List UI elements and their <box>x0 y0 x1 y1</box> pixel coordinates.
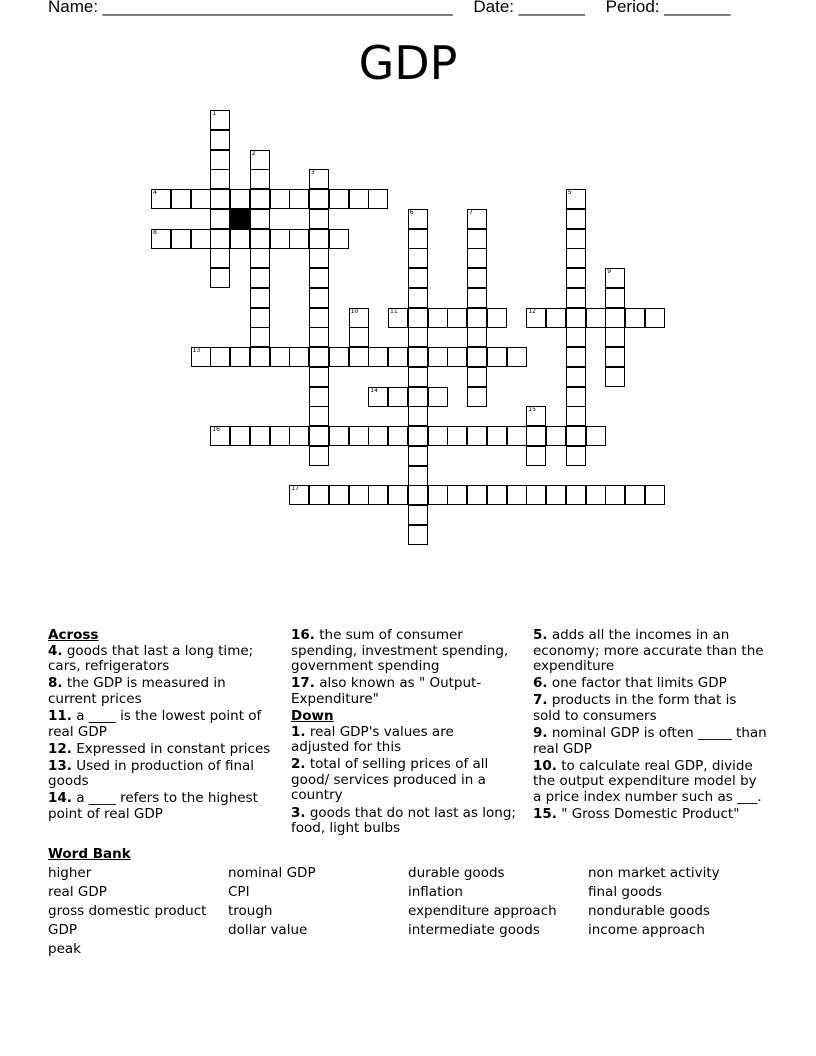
grid-cell[interactable] <box>289 229 309 249</box>
grid-cell[interactable] <box>467 485 487 505</box>
grid-cell[interactable] <box>309 268 329 288</box>
word-bank-item: final goods <box>588 884 663 900</box>
grid-cell[interactable] <box>230 229 250 249</box>
grid-cell[interactable] <box>408 288 428 308</box>
grid-cell[interactable] <box>250 229 270 249</box>
word-bank-item: expenditure approach <box>408 903 557 919</box>
grid-cell[interactable] <box>329 347 349 367</box>
clue-number-label: 12. <box>48 740 72 757</box>
grid-cell[interactable] <box>309 189 329 209</box>
grid-cell[interactable] <box>388 308 408 328</box>
word-bank-column <box>228 864 316 940</box>
grid-cell[interactable] <box>625 308 645 328</box>
grid-cell[interactable] <box>309 485 329 505</box>
clue-text: " Gross Domestic Product" <box>556 806 740 823</box>
grid-cell[interactable] <box>526 446 546 466</box>
grid-cell[interactable] <box>605 327 625 347</box>
clue-text: nominal GDP is often _____ than real GDP <box>533 725 767 757</box>
grid-cell[interactable] <box>191 347 211 367</box>
grid-cell[interactable] <box>250 288 270 308</box>
clue-number: 1 <box>212 110 217 117</box>
grid-cell[interactable] <box>546 485 566 505</box>
grid-cell[interactable] <box>250 327 270 347</box>
grid-cell[interactable] <box>349 189 369 209</box>
clue-number-label: 15. <box>533 806 557 823</box>
grid-cell[interactable] <box>566 406 586 426</box>
clue-item <box>48 644 278 675</box>
clue-text: goods that do not last as long; food, light bulbs <box>291 804 516 837</box>
clue-item <box>533 759 768 806</box>
grid-cell[interactable] <box>428 308 448 328</box>
grid-cell[interactable] <box>605 308 625 328</box>
clue-text: a ____ is the lowest point of real GDP <box>48 707 262 740</box>
grid-cell[interactable] <box>408 229 428 249</box>
word-bank-item: nominal GDP <box>228 865 316 881</box>
clue-item <box>48 676 278 707</box>
grid-cell[interactable] <box>428 426 448 446</box>
clue-number-label: 14. <box>48 790 72 807</box>
word-bank-item: non market activity <box>588 865 720 881</box>
grid-cell[interactable] <box>408 525 428 545</box>
grid-cell[interactable] <box>408 387 428 407</box>
clue-number: 11 <box>390 307 398 315</box>
grid-cell[interactable] <box>467 229 487 249</box>
word-bank-column <box>588 864 720 940</box>
grid-cell[interactable] <box>408 209 428 229</box>
grid-cell[interactable] <box>388 485 408 505</box>
grid-cell[interactable] <box>408 446 428 466</box>
grid-cell[interactable] <box>210 150 230 170</box>
grid-cell[interactable] <box>250 426 270 446</box>
grid-cell[interactable] <box>210 248 230 268</box>
grid-cell[interactable] <box>250 150 270 170</box>
grid-cell[interactable] <box>467 288 487 308</box>
clues-column-2 <box>291 628 516 838</box>
grid-cell[interactable] <box>566 347 586 367</box>
grid-cell[interactable] <box>605 288 625 308</box>
grid-cell[interactable] <box>526 406 546 426</box>
grid-cell[interactable] <box>270 229 290 249</box>
grid-cell[interactable] <box>605 268 625 288</box>
grid-cell[interactable] <box>586 308 606 328</box>
clue-item <box>533 693 768 724</box>
clue-number: 14 <box>370 386 378 394</box>
grid-cell[interactable] <box>467 426 487 446</box>
grid-cell[interactable] <box>487 485 507 505</box>
clue-number-label: 10. <box>533 757 557 774</box>
grid-cell[interactable] <box>408 248 428 268</box>
grid-cell[interactable] <box>408 505 428 525</box>
grid-cell[interactable] <box>566 367 586 387</box>
grid-cell[interactable] <box>566 387 586 407</box>
grid-cell[interactable] <box>467 347 487 367</box>
word-bank-item: trough <box>228 903 273 919</box>
grid-cell[interactable] <box>447 426 467 446</box>
clue-item <box>533 676 768 692</box>
grid-cell[interactable] <box>408 406 428 426</box>
clue-item <box>48 709 278 740</box>
grid-cell[interactable] <box>309 209 329 229</box>
clue-number: 2 <box>251 149 256 157</box>
grid-cell[interactable] <box>566 209 586 229</box>
grid-cell[interactable] <box>289 485 309 505</box>
word-bank-item: income approach <box>588 922 705 938</box>
grid-cell[interactable] <box>566 248 586 268</box>
grid-cell[interactable] <box>507 485 527 505</box>
clue-number: 16 <box>212 426 220 433</box>
clue-number: 6 <box>409 208 414 216</box>
clue-number-label: 2. <box>291 756 306 773</box>
grid-cell[interactable] <box>309 406 329 426</box>
clue-text: products in the form that is sold to consumers <box>533 692 737 724</box>
clues-column-3 <box>533 628 768 824</box>
grid-cell[interactable] <box>566 308 586 328</box>
grid-cell[interactable] <box>309 229 329 249</box>
grid-cell[interactable] <box>309 426 329 446</box>
grid-cell[interactable] <box>428 485 448 505</box>
grid-cell[interactable] <box>329 426 349 446</box>
word-bank-item: gross domestic product <box>48 903 207 919</box>
grid-cell[interactable] <box>210 130 230 150</box>
grid-cell[interactable] <box>605 367 625 387</box>
clue-text: one factor that limits GDP <box>547 675 727 692</box>
clue-item <box>291 628 516 675</box>
grid-cell[interactable] <box>566 288 586 308</box>
grid-cell[interactable] <box>586 485 606 505</box>
period-field[interactable]: Period: _______ <box>605 0 731 16</box>
grid-cell[interactable] <box>625 485 645 505</box>
grid-cell[interactable] <box>270 426 290 446</box>
clue-item <box>291 725 516 756</box>
grid-cell[interactable] <box>309 446 329 466</box>
grid-cell[interactable] <box>368 387 388 407</box>
grid-cell[interactable] <box>250 268 270 288</box>
clue-text: a ____ refers to the highest point of real GDP <box>48 790 258 823</box>
grid-cell[interactable] <box>605 485 625 505</box>
grid-cell[interactable] <box>329 189 349 209</box>
grid-cell[interactable] <box>507 426 527 446</box>
grid-cell[interactable] <box>586 426 606 446</box>
word-bank-item: GDP <box>48 922 77 938</box>
clue-number-label: 8. <box>48 675 63 692</box>
word-bank-item: dollar value <box>228 922 308 938</box>
grid-cell[interactable] <box>526 485 546 505</box>
name-field[interactable]: Name: _____________________________________ <box>48 0 453 16</box>
grid-cell[interactable] <box>349 426 369 446</box>
grid-cell[interactable] <box>309 248 329 268</box>
clue-number-label: 5. <box>533 627 548 643</box>
word-bank-item: durable goods <box>408 865 505 881</box>
word-bank-column <box>408 864 557 940</box>
clue-text: Used in production of final goods <box>48 757 255 790</box>
grid-cell[interactable] <box>566 229 586 249</box>
clue-number-label: 4. <box>48 642 63 659</box>
grid-cell[interactable] <box>289 347 309 367</box>
grid-cell[interactable] <box>388 347 408 367</box>
grid-cell[interactable] <box>250 248 270 268</box>
word-bank-item: higher <box>48 865 92 881</box>
clue-item <box>48 742 278 758</box>
word-bank-item: CPI <box>228 884 250 900</box>
grid-cell[interactable] <box>546 308 566 328</box>
grid-cell[interactable] <box>447 347 467 367</box>
grid-cell[interactable] <box>349 485 369 505</box>
clue-number-label: 1. <box>291 723 306 740</box>
grid-cell[interactable] <box>368 485 388 505</box>
word-bank-item: nondurable goods <box>588 903 710 919</box>
grid-cell[interactable] <box>447 485 467 505</box>
grid-cell[interactable] <box>408 367 428 387</box>
grid-cell[interactable] <box>467 209 487 229</box>
grid-cell[interactable] <box>309 327 329 347</box>
grid-cell[interactable] <box>447 308 467 328</box>
clue-number: 15 <box>528 406 536 414</box>
word-bank-item: intermediate goods <box>408 922 540 938</box>
clue-item <box>48 759 278 790</box>
grid-cell[interactable] <box>467 248 487 268</box>
grid-cell[interactable] <box>428 387 448 407</box>
clue-text: real GDP's values are adjusted for this <box>291 723 454 756</box>
grid-cell[interactable] <box>368 347 388 367</box>
grid-cell[interactable] <box>289 426 309 446</box>
clue-number: 3 <box>311 169 315 177</box>
grid-cell[interactable] <box>428 347 448 367</box>
clue-number: 7 <box>469 208 473 216</box>
grid-cell[interactable] <box>349 327 369 347</box>
page-title: GDP <box>358 36 458 90</box>
grid-cell[interactable] <box>566 485 586 505</box>
grid-cell[interactable] <box>388 387 408 407</box>
grid-cell[interactable] <box>210 110 230 130</box>
clue-item <box>533 628 768 675</box>
grid-cell[interactable] <box>171 229 191 249</box>
down-heading: Down <box>291 707 334 724</box>
clue-number: 12 <box>528 307 536 315</box>
clue-item <box>291 676 516 707</box>
grid-cell[interactable] <box>546 426 566 446</box>
grid-cell[interactable] <box>566 189 586 209</box>
grid-cell[interactable] <box>309 308 329 328</box>
grid-cell[interactable] <box>270 347 290 367</box>
clues-column-1 <box>48 628 278 824</box>
clue-item <box>291 806 516 837</box>
grid-cell[interactable] <box>289 189 309 209</box>
word-bank-heading: Word Bank <box>48 846 131 862</box>
grid-cell[interactable] <box>250 347 270 367</box>
grid-cell[interactable] <box>210 209 230 229</box>
grid-cell[interactable] <box>250 308 270 328</box>
clue-text: total of selling prices of all good/ services produced in a country <box>291 756 489 804</box>
grid-cell[interactable] <box>210 169 230 189</box>
grid-cell[interactable] <box>270 189 290 209</box>
word-bank-item: peak <box>48 941 81 957</box>
clue-number: 9 <box>607 268 612 275</box>
clue-number-label: 9. <box>533 725 548 742</box>
clue-number-label: 7. <box>533 692 548 709</box>
clue-item <box>291 757 516 804</box>
grid-cell[interactable] <box>526 308 546 328</box>
clue-text: adds all the incomes in an economy; more accurate than the expenditure <box>533 627 764 675</box>
grid-cell[interactable] <box>408 327 428 347</box>
grid-cell[interactable] <box>645 308 665 328</box>
grid-cell[interactable] <box>349 347 369 367</box>
grid-cell[interactable] <box>309 367 329 387</box>
clue-text: goods that last a long time; cars, refrigerators <box>48 642 254 675</box>
grid-cell[interactable] <box>349 308 369 328</box>
grid-cell[interactable] <box>408 426 428 446</box>
clue-item <box>533 726 768 757</box>
grid-cell[interactable] <box>191 229 211 249</box>
grid-cell[interactable] <box>487 308 507 328</box>
grid-cell[interactable] <box>250 169 270 189</box>
clue-item <box>533 807 768 823</box>
grid-cell[interactable] <box>605 347 625 367</box>
grid-cell[interactable] <box>467 387 487 407</box>
grid-cell[interactable] <box>329 485 349 505</box>
grid-cell[interactable] <box>309 387 329 407</box>
clue-number: 13 <box>192 347 201 354</box>
grid-cell[interactable] <box>230 426 250 446</box>
grid-cell[interactable] <box>566 446 586 466</box>
grid-cell[interactable] <box>566 426 586 446</box>
grid-cell[interactable] <box>309 169 329 189</box>
grid-cell[interactable] <box>467 308 487 328</box>
clue-number: 4 <box>153 189 157 196</box>
clue-text: also known as " Output-Expenditure" <box>291 675 482 707</box>
grid-cell[interactable] <box>368 426 388 446</box>
grid-cell[interactable] <box>210 229 230 249</box>
clue-number: 10 <box>350 307 359 315</box>
grid-cell[interactable] <box>250 189 270 209</box>
grid-cell[interactable] <box>210 426 230 446</box>
clue-number-label: 11. <box>48 707 72 724</box>
grid-cell[interactable] <box>487 347 507 367</box>
grid-cell[interactable] <box>210 268 230 288</box>
grid-cell[interactable] <box>368 189 388 209</box>
clue-text: the sum of consumer spending, investment spending, government spending <box>291 627 509 675</box>
grid-cell[interactable] <box>230 189 250 209</box>
clue-text: to calculate real GDP, divide the output expenditure model by a price index number such as ___. <box>533 757 762 805</box>
word-bank-item: inflation <box>408 884 463 900</box>
grid-cell[interactable] <box>309 288 329 308</box>
grid-cell[interactable] <box>526 426 546 446</box>
grid-cell[interactable] <box>467 367 487 387</box>
date-field[interactable]: Date: _______ <box>473 0 585 16</box>
grid-cell[interactable] <box>408 466 428 486</box>
grid-cell[interactable] <box>191 189 211 209</box>
grid-cell[interactable] <box>250 209 270 229</box>
clue-number-label: 17. <box>291 675 315 692</box>
clue-item <box>48 791 278 822</box>
clue-number-label: 3. <box>291 804 306 821</box>
across-heading: Across <box>48 627 99 643</box>
word-bank-column <box>48 864 206 959</box>
word-bank-item: real GDP <box>48 884 107 900</box>
black-square <box>230 209 250 229</box>
grid-cell[interactable] <box>329 229 349 249</box>
grid-cell[interactable] <box>151 229 171 249</box>
grid-cell[interactable] <box>230 347 250 367</box>
grid-cell[interactable] <box>151 189 171 209</box>
word-bank <box>48 846 720 957</box>
grid-cell[interactable] <box>171 189 191 209</box>
clue-number: 5 <box>567 189 572 196</box>
grid-cell[interactable] <box>507 347 527 367</box>
grid-cell[interactable] <box>309 347 329 367</box>
grid-cell[interactable] <box>388 426 408 446</box>
grid-cell[interactable] <box>566 327 586 347</box>
grid-cell[interactable] <box>566 268 586 288</box>
grid-cell[interactable] <box>408 347 428 367</box>
grid-cell[interactable] <box>645 485 665 505</box>
grid-cell[interactable] <box>210 189 230 209</box>
clue-number-label: 16. <box>291 627 315 643</box>
clue-number-label: 6. <box>533 675 548 692</box>
grid-cell[interactable] <box>408 308 428 328</box>
clue-number: 8 <box>153 228 157 236</box>
grid-cell[interactable] <box>467 268 487 288</box>
clue-text: the GDP is measured in current prices <box>48 675 226 707</box>
grid-cell[interactable] <box>408 268 428 288</box>
clue-text: Expressed in constant prices <box>71 740 271 757</box>
clue-number-label: 13. <box>48 757 72 774</box>
clue-number: 17 <box>291 485 299 493</box>
grid-cell[interactable] <box>467 327 487 347</box>
grid-cell[interactable] <box>487 426 507 446</box>
grid-cell[interactable] <box>408 485 428 505</box>
grid-cell[interactable] <box>210 347 230 367</box>
